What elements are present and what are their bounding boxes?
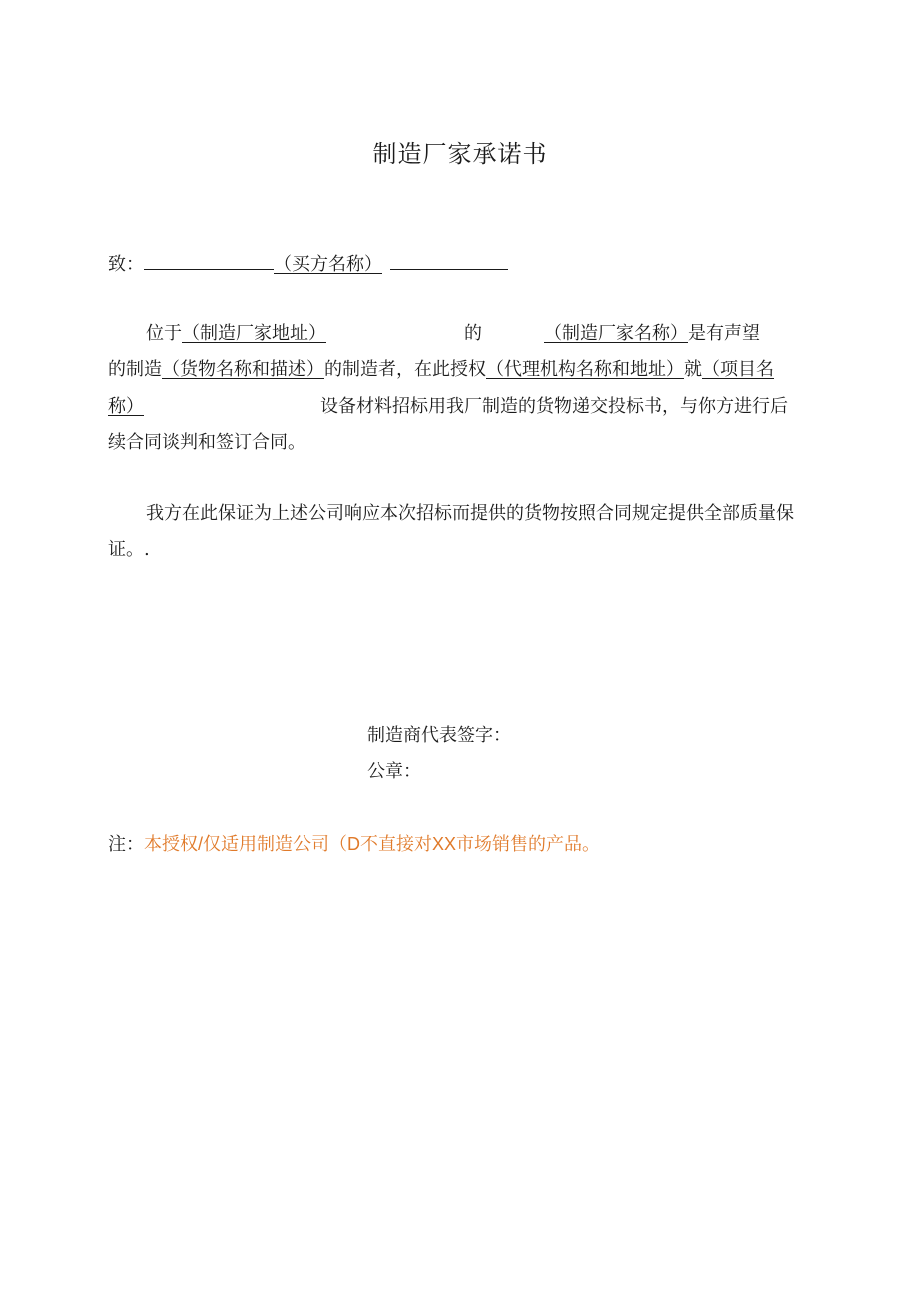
paragraph1-line4: 续合同谈判和签订合同。 bbox=[108, 432, 306, 453]
paragraph2-line1: 我方在此保证为上述公司响应本次招标而提供的货物按照合同规定提供全部质量保 bbox=[146, 503, 794, 524]
paragraph2-line2: 证。. bbox=[108, 539, 150, 560]
recipient-prefix: 致： bbox=[108, 254, 144, 275]
text-located-at: 位于 bbox=[146, 323, 182, 344]
manufacturer-address-placeholder: （制造厂家地址） bbox=[182, 323, 326, 344]
recipient-line bbox=[108, 251, 508, 277]
paragraph1-line2 bbox=[108, 358, 774, 382]
buyer-blank-right bbox=[390, 251, 508, 270]
text-authorize: 的制造者，在此授权 bbox=[324, 359, 486, 380]
buyer-name-placeholder: （买方名称） bbox=[274, 254, 382, 275]
footnote-prefix: 注： bbox=[108, 834, 144, 855]
project-name-placeholder-start: （项目名 bbox=[702, 359, 774, 380]
text-manufacture: 的制造 bbox=[108, 359, 162, 380]
goods-description-placeholder: （货物名称和描述） bbox=[162, 359, 324, 380]
footnote bbox=[108, 832, 600, 857]
buyer-blank-left bbox=[144, 251, 274, 270]
text-regarding: 就 bbox=[684, 359, 702, 380]
text-bid-submission: 设备材料招标用我厂制造的货物递交投标书，与你方进行后 bbox=[320, 396, 788, 417]
footnote-text: 本授权/仅适用制造公司（D不直接对XX市场销售的产品。 bbox=[144, 834, 601, 854]
paragraph1-line1 bbox=[146, 322, 760, 346]
company-seal-label: 公章： bbox=[367, 761, 421, 782]
text-reputable: 是有声望 bbox=[688, 323, 760, 344]
paragraph1-line3 bbox=[108, 395, 788, 419]
manufacturer-name-placeholder: （制造厂家名称） bbox=[544, 323, 688, 344]
document-title: 制造厂家承诺书 bbox=[372, 140, 548, 168]
agent-name-placeholder: （代理机构名称和地址） bbox=[486, 359, 684, 380]
text-of: 的 bbox=[464, 323, 482, 344]
project-name-placeholder-end: 称） bbox=[108, 396, 144, 417]
representative-signature-label: 制造商代表签字： bbox=[367, 725, 511, 746]
